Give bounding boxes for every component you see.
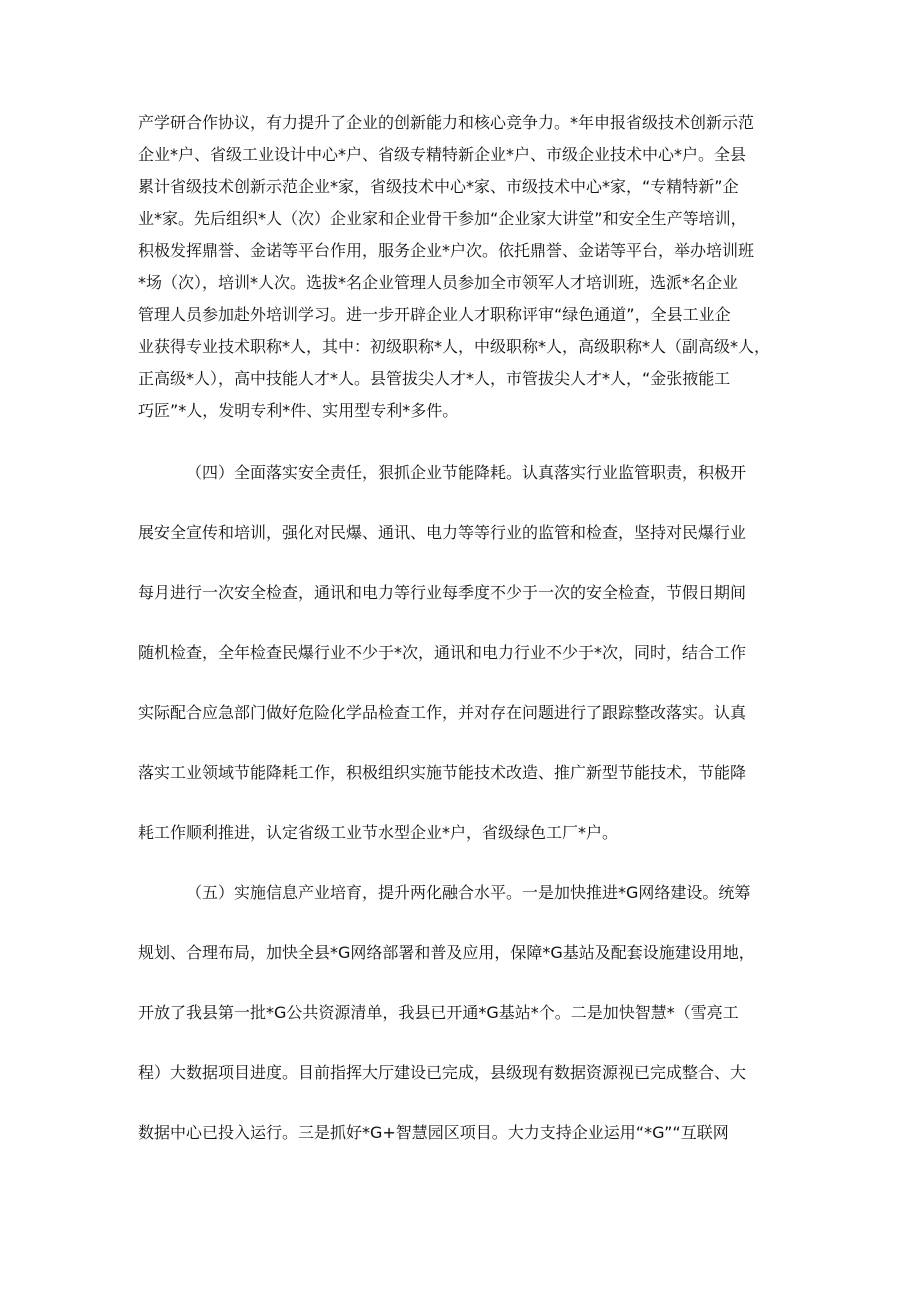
text-line: 积极发挥鼎誉、金诺等平台作用，服务企业*户次。依托鼎誉、金诺等平台，举办培训班 [138,241,755,260]
text-line: 展安全宣传和培训，强化对民爆、通讯、电力等等行业的监管和检查，坚持对民爆行业 [138,523,747,542]
text-line: 规划、合理布局，加快全县*G网络部署和普及应用，保障*G基站及配套设施建设用地， [138,943,755,962]
text-line: 管理人员参加赴外培训学习。进一步开辟企业人才职称评审“绿色通道”，全县工业企 [138,305,731,324]
text-line: 开放了我县第一批*G公共资源清单，我县已开通*G基站*个。二是加快智慧*（雪亮工 [138,1003,739,1022]
text-line: 正高级*人），高中技能人才*人。县管拔尖人才*人，市管拔尖人才*人，“金张掖能工 [138,369,731,388]
section-heading-line: （四）全面落实安全责任，狠抓企业节能降耗。认真落实行业监管职责，积极开 [186,463,747,482]
text-line: 落实工业领域节能降耗工作，积极组织实施节能技术改造、推广新型节能技术，节能降 [138,763,747,782]
text-line: 每月进行一次安全检查，通讯和电力等行业每季度不少于一次的安全检查，节假日期间 [138,583,747,602]
text-line: 业获得专业技术职称*人，其中：初级职称*人，中级职称*人，高级职称*人（副高级*人， [138,337,771,356]
section-heading-line: （五）实施信息产业培育，提升两化融合水平。一是加快推进*G网络建设。统筹 [186,883,751,902]
text-line: 巧匠”*人，发明专利*件、实用型专利*多件。 [138,401,459,420]
text-line: 程）大数据项目进度。目前指挥大厅建设已完成，县级现有数据资源视已完成整合、大 [138,1063,747,1082]
text-line: 实际配合应急部门做好危险化学品检查工作，并对存在问题进行了跟踪整改落实。认真 [138,703,747,722]
text-line: 数据中心已投入运行。三是抓好*G+智慧园区项目。大力支持企业运用“*G”“互联网 [138,1123,729,1142]
text-line: 业*家。先后组织*人（次）企业家和企业骨干参加“企业家大讲堂”和安全生产等培训， [138,209,747,228]
text-line: 耗工作顺利推进，认定省级工业节水型企业*户，省级绿色工厂*户。 [138,823,619,842]
text-line: 累计省级技术创新示范企业*家，省级技术中心*家、市级技术中心*家，“专精特新”企 [138,177,739,196]
text-line: 产学研合作协议，有力提升了企业的创新能力和核心竞争力。*年申报省级技术创新示范 [138,113,755,132]
text-line: *场（次），培训*人次。选拔*名企业管理人员参加全市领军人才培训班，选派*名企业 [138,273,739,292]
text-line: 随机检查，全年检查民爆行业不少于*次，通讯和电力行业不少于*次，同时，结合工作 [138,643,747,662]
text-line: 企业*户、省级工业设计中心*户、省级专精特新企业*户、市级企业技术中心*户。全县 [138,145,747,164]
